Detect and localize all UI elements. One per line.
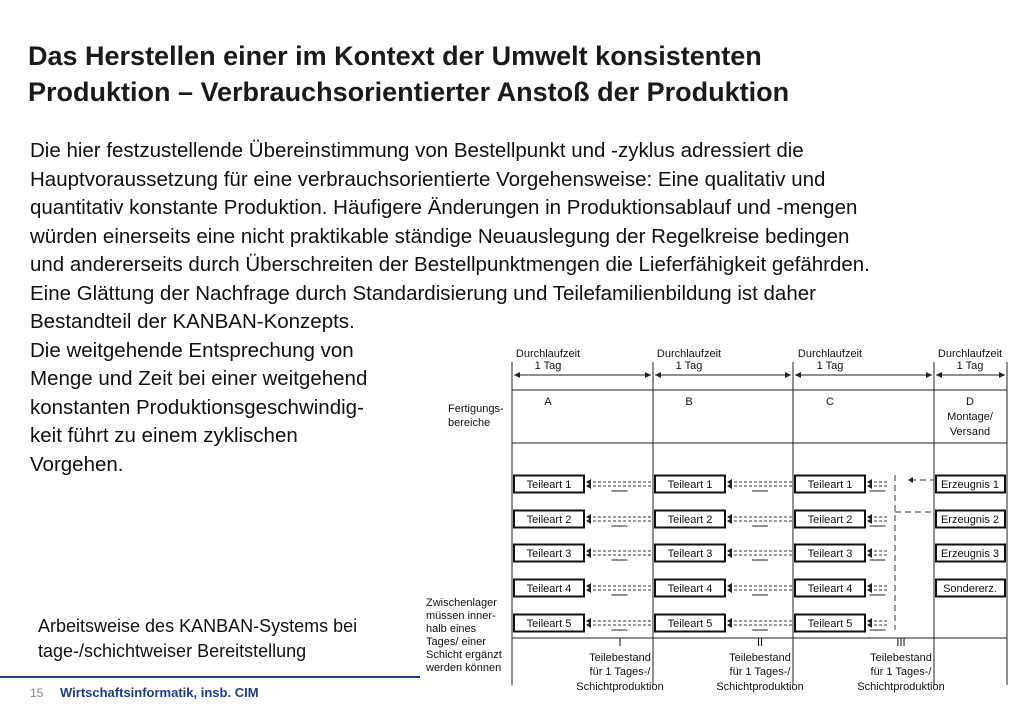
body-line: und andererseits durch Überschreiten der Bestellpunktmengen die Lieferfähigkeit gefährden. — [30, 253, 870, 276]
durchlaufzeit-days: 1 Tag — [675, 360, 703, 372]
durchlaufzeit-days: 1 Tag — [956, 360, 984, 372]
body-line: Hauptvoraussetzung für eine verbrauchsorientierte Vorgehensweise: Eine qualitativ und — [30, 167, 826, 191]
area-d-sub: Montage/ — [947, 411, 993, 423]
collector-arrow-head — [908, 477, 913, 483]
arrow-left-head — [514, 372, 520, 378]
flow-arrow-head — [727, 483, 732, 489]
fertigungsbereiche-label: Fertigungs- — [448, 403, 504, 415]
teileart-label: Teileart 3 — [667, 548, 713, 560]
flow-arrow-head — [727, 552, 732, 558]
flow-arrow-head — [586, 518, 591, 524]
slide-title-line-1: Das Herstellen einer im Kontext der Umwelt konsistenten — [28, 41, 762, 71]
body-line: Eine Glättung der Nachfrage durch Standardisierung und Teilefamilienbildung ist daher — [30, 281, 816, 305]
zwischenlager-label: Schicht ergänzt — [426, 649, 502, 661]
flow-arrow-head — [867, 587, 872, 593]
bestand-roman: I — [618, 637, 622, 649]
flow-arrow-head — [867, 483, 872, 489]
area-letter: C — [826, 396, 834, 408]
zwischenlager-label: halb eines — [426, 623, 477, 635]
flow-arrow-head — [586, 587, 591, 593]
figure-caption — [38, 614, 357, 664]
zwischenlager-label: Zwischenlager — [426, 597, 497, 609]
durchlaufzeit-label: Durchlaufzeit — [515, 348, 581, 360]
teileart-label: Teileart 5 — [526, 618, 572, 630]
body-line: keit führt zu einem zyklischen — [30, 424, 298, 447]
arrow-right-head — [645, 372, 651, 378]
area-letter: A — [544, 396, 552, 408]
caption-line-2: tage-/schichtweiser Bereitstellung — [38, 641, 307, 661]
teileart-label: Teileart 4 — [526, 583, 572, 595]
erzeugnis-label: Erzeugnis 2 — [940, 514, 1000, 526]
durchlaufzeit-label: Durchlaufzeit — [797, 348, 863, 360]
erzeugnis-label: Erzeugnis 1 — [940, 479, 1000, 491]
bestand-roman: II — [756, 637, 764, 649]
flow-arrow-head — [727, 622, 732, 628]
teileart-label: Teileart 2 — [667, 514, 713, 526]
flow-arrow-head — [727, 587, 732, 593]
teileart-label: Teileart 2 — [526, 514, 572, 526]
bestand-label: Schichtproduktion — [576, 681, 664, 693]
bestand-roman: III — [896, 637, 906, 649]
body-line: Bestandteil der KANBAN-Konzepts. — [30, 310, 355, 333]
zwischenlager-label: müssen inner- — [426, 610, 496, 622]
area-letter: D — [966, 396, 974, 408]
flow-arrow-head — [727, 518, 732, 524]
area-d-sub: Versand — [949, 426, 991, 438]
area-letter: B — [685, 396, 693, 408]
bestand-label: Schichtproduktion — [857, 681, 945, 693]
page-number: 15 — [30, 686, 44, 700]
erzeugnis-label: Erzeugnis 3 — [940, 548, 1000, 560]
arrow-right-head — [785, 372, 791, 378]
flow-arrow-head — [586, 622, 591, 628]
bestand-label: Teilebestand — [870, 652, 932, 664]
footer-rule — [0, 676, 420, 678]
flow-arrow-head — [867, 552, 872, 558]
slide-title — [28, 38, 1008, 110]
teileart-label: Teileart 5 — [667, 618, 713, 630]
caption-line-1: Arbeitsweise des KANBAN-Systems bei — [38, 616, 358, 636]
body-line: konstanten Produktionsgeschwindig- — [30, 395, 364, 419]
bestand-label: Schichtproduktion — [716, 681, 804, 693]
teileart-label: Teileart 3 — [526, 548, 572, 560]
teileart-label: Teileart 1 — [526, 479, 572, 491]
footer-text: Wirtschaftsinformatik, insb. CIM — [60, 685, 259, 700]
teileart-label: Teileart 1 — [667, 479, 713, 491]
durchlaufzeit-days: 1 Tag — [816, 360, 844, 372]
arrow-right-head — [926, 372, 932, 378]
arrow-right-head — [999, 372, 1005, 378]
flow-arrow-head — [586, 552, 591, 558]
body-line: Die weitgehende Entsprechung von — [30, 338, 354, 362]
erzeugnis-label: Sondererz. — [943, 583, 997, 595]
body-line: quantitativ konstante Produktion. Häufigere Änderungen in Produktionsablauf und -mengen — [30, 196, 858, 219]
flow-arrow-head — [867, 622, 872, 628]
zwischenlager-label: Tages/ einer — [426, 636, 486, 648]
zwischenlager-label: werden können — [426, 662, 502, 674]
arrow-left-head — [655, 372, 661, 378]
durchlaufzeit-label: Durchlaufzeit — [937, 348, 1003, 360]
arrow-left-head — [795, 372, 801, 378]
bestand-label: Teilebestand — [729, 652, 791, 664]
body-line: Die hier festzustellende Übereinstimmung von Bestellpunkt und -zyklus adressiert die — [30, 139, 804, 162]
bestand-label: für 1 Tages-/ — [870, 666, 932, 678]
flow-arrow-head — [867, 518, 872, 524]
body-line: Vorgehen. — [30, 452, 124, 476]
flow-arrow-head — [586, 483, 591, 489]
teileart-label: Teileart 1 — [807, 479, 853, 491]
teileart-label: Teileart 4 — [807, 583, 853, 595]
teileart-label: Teileart 3 — [807, 548, 853, 560]
bestand-label: für 1 Tages-/ — [589, 666, 651, 678]
body-line: Menge und Zeit bei einer weitgehend — [30, 367, 368, 390]
body-line: würden einerseits eine nicht praktikable ständige Neuauslegung der Regelkreise bedingen — [30, 224, 850, 248]
durchlaufzeit-days: 1 Tag — [534, 360, 562, 372]
durchlaufzeit-label: Durchlaufzeit — [656, 348, 722, 360]
fertigungsbereiche-label: bereiche — [448, 417, 491, 429]
bestand-label: Teilebestand — [589, 652, 651, 664]
kanban-diagram — [420, 340, 1020, 700]
teileart-label: Teileart 5 — [807, 618, 853, 630]
teileart-label: Teileart 4 — [667, 583, 713, 595]
bestand-label: für 1 Tages-/ — [729, 666, 791, 678]
teileart-label: Teileart 2 — [807, 514, 853, 526]
arrow-left-head — [936, 372, 942, 378]
slide-title-line-2: Produktion – Verbrauchsorientierter Anstoß der Produktion — [28, 77, 790, 107]
